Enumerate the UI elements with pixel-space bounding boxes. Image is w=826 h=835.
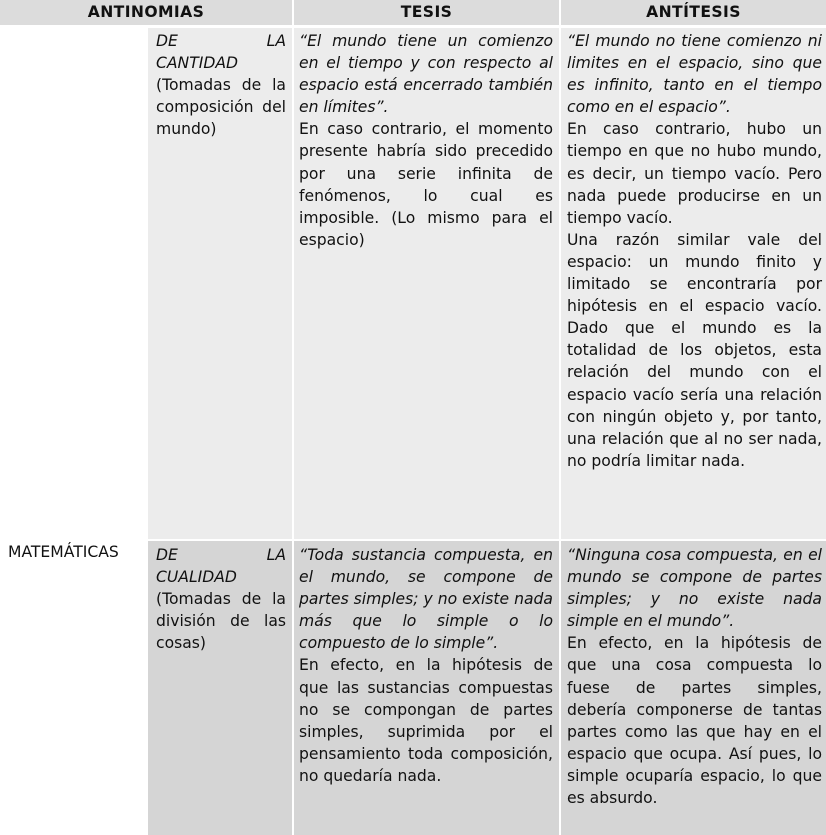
row-cantidad-subtitle: (Tomadas de la composición del mundo) <box>156 76 286 139</box>
antitesis-cualidad-quote: “Ninguna cosa compuesta, en el mundo se compone de partes simples; y no existe nada simple en el mundo”. <box>567 546 822 631</box>
tesis-cantidad-text: En caso contrario, el momento presente habría sido precedido por una serie infinita de fenómenos, lo cual es imposible. (Lo mismo para el espacio) <box>299 120 553 249</box>
row-cantidad-title: DE LA CANTIDAD <box>156 32 286 73</box>
antitesis-cantidad-text: En caso contrario, hubo un tiempo en que no hubo mundo, es decir, un tiempo vacío. Pero nada puede producirse en un tiempo vacío. <box>567 120 822 227</box>
tesis-cualidad-quote: “Toda sustancia compuesta, en el mundo, se compone de partes simples; y no existe nada más que lo simple o lo compuesto de lo simple”. <box>299 546 553 653</box>
header-tesis: TESIS <box>294 0 559 25</box>
row-cantidad-antitesis <box>561 28 826 539</box>
row-cantidad-tesis <box>294 28 559 539</box>
header-antinomias: ANTINOMIAS <box>0 0 292 25</box>
antitesis-cantidad-text-2: Una razón similar vale del espacio: un mundo finito y limitado se encontraría por hipótesis en el espacio vacío. Dado que el mundo es la totalidad de los objetos, esta relación del mundo con el espacio vacío sería una relación con ningún objeto y, por tanto, una relación que al no ser nada, no podría limitar nada. <box>567 230 822 470</box>
antitesis-cantidad-quote: “El mundo no tiene comienzo ni limites en el espacio, sino que es infinito, tanto en el tiempo como en el espacio”. <box>567 32 822 117</box>
row-cualidad-tesis <box>294 541 559 835</box>
tesis-cantidad-quote: “El mundo tiene un comienzo en el tiempo y con respecto al espacio está encerrado también en límites”. <box>299 32 553 117</box>
tesis-cualidad-text: En efecto, en la hipótesis de que las sustancias compuestas no se compongan de partes simples, suprimida por el pensamiento toda composición, no quedaría nada. <box>299 656 553 785</box>
row-cualidad-title: DE LA CUALIDAD <box>156 546 286 587</box>
header-antitesis: ANTÍTESIS <box>561 0 826 25</box>
row-cualidad-antitesis <box>561 541 826 835</box>
row-group-label: MATEMÁTICAS <box>8 543 119 561</box>
row-cualidad-subtitle: (Tomadas de la división de las cosas) <box>156 590 286 653</box>
row-cualidad-label <box>148 541 292 835</box>
row-cantidad-label <box>148 28 292 539</box>
antitesis-cualidad-text: En efecto, en la hipótesis de que una cosa compuesta lo fuese de partes simples, debería componerse de tantas partes como las que hay en el espacio que ocupa. Así pues, lo simple ocuparía espacio, lo que es absurdo. <box>567 634 822 808</box>
